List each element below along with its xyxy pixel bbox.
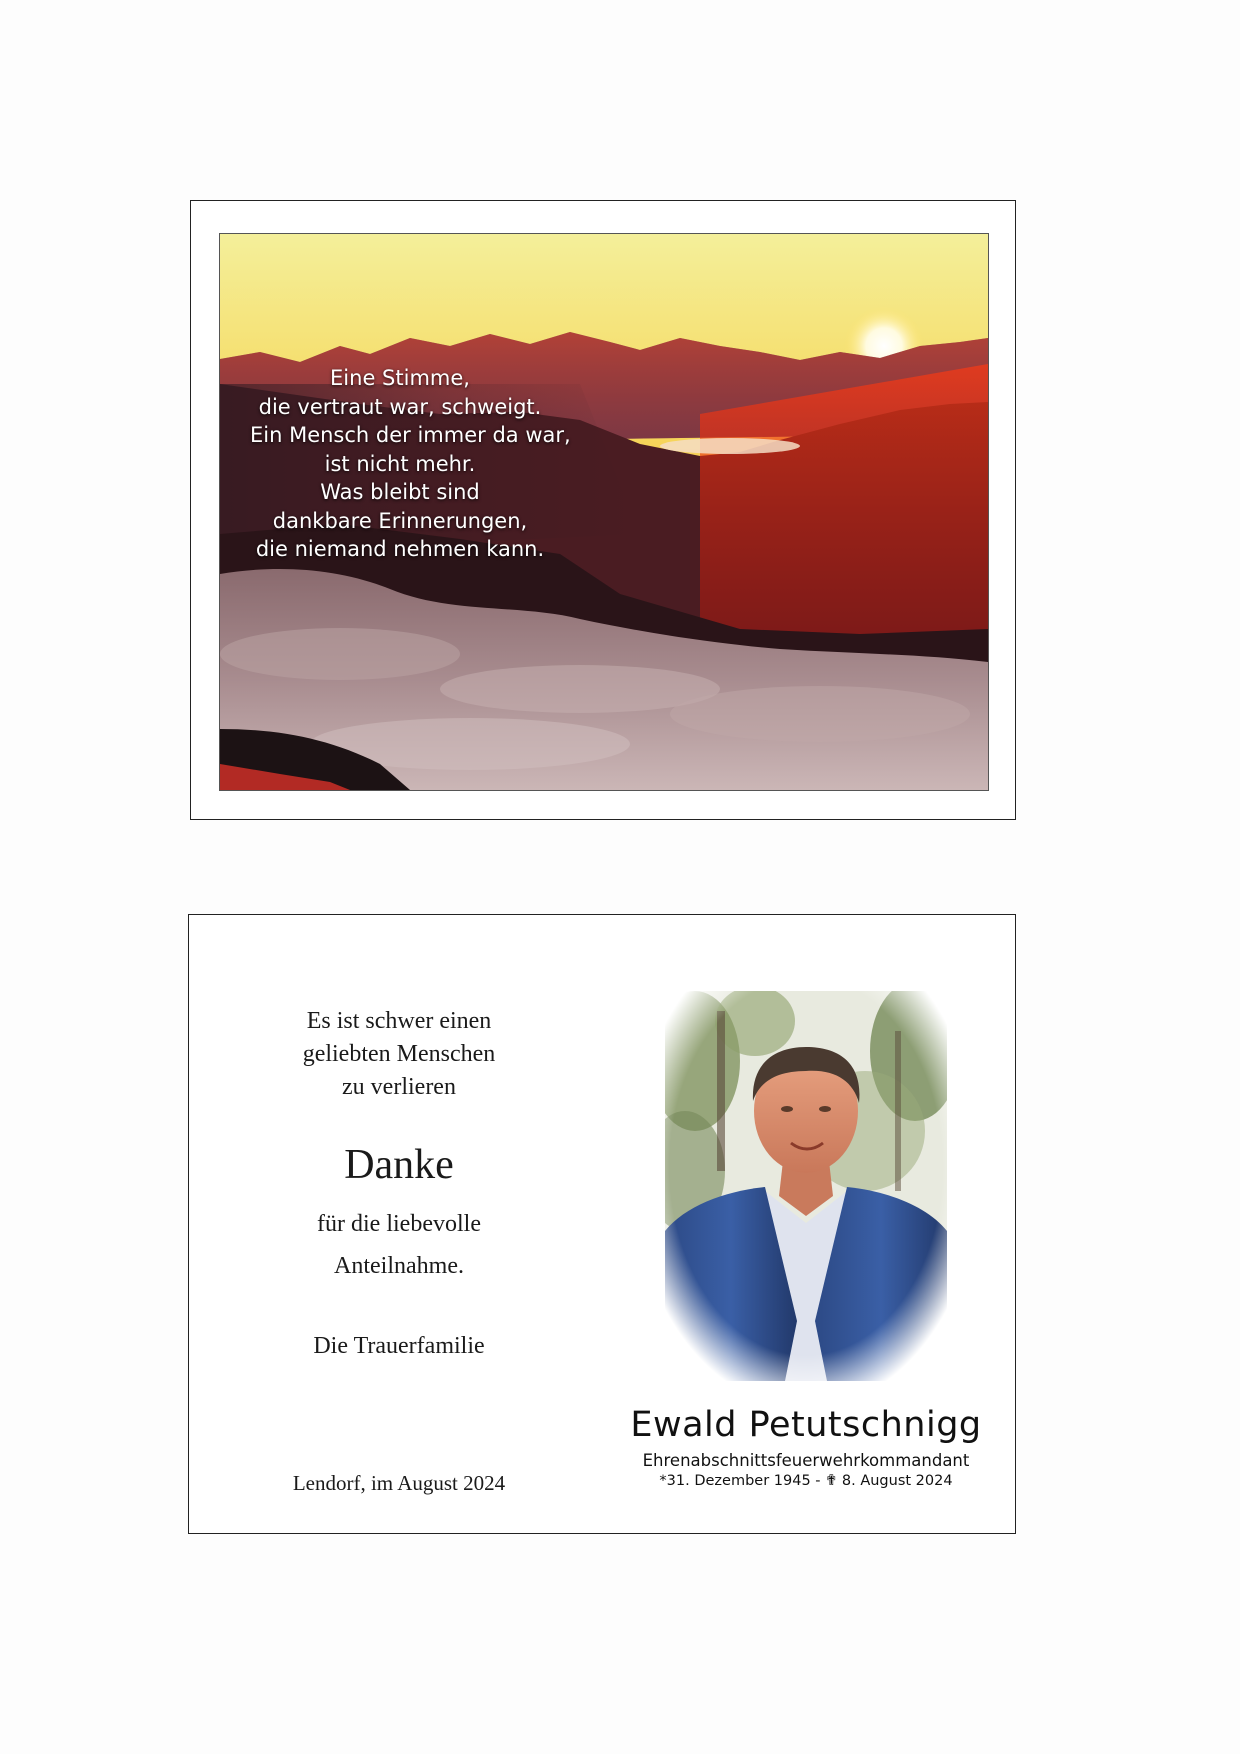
place-date: Lendorf, im August 2024 <box>292 1471 506 1495</box>
thanks-line: Anteilnahme. <box>334 1253 464 1279</box>
poem-line: die vertraut war, schweigt. <box>258 394 542 419</box>
poem-line: Eine Stimme, <box>330 366 470 390</box>
poem <box>250 364 571 564</box>
poem-line: Ein Mensch der immer da war, <box>250 423 571 447</box>
thank-you-column <box>189 915 609 1533</box>
poem-line: die niemand nehmen kann. <box>255 537 545 561</box>
portrait-photo <box>665 991 947 1381</box>
mountain-sunset-photo <box>219 233 989 791</box>
poem-line: Was bleibt sind <box>320 480 480 504</box>
deceased-name: Ewald Petutschnigg <box>630 1405 982 1445</box>
family-signature: Die Trauerfamilie <box>313 1333 485 1359</box>
thanks-text <box>189 1203 609 1287</box>
portrait-image <box>665 991 947 1381</box>
poem-line: dankbare Erinnerungen, <box>272 508 528 533</box>
thanks-line: für die liebevolle <box>317 1211 481 1237</box>
quote-line: geliebten Menschen <box>302 1041 496 1067</box>
life-dates: *31. Dezember 1945 - ✟ 8. August 2024 <box>659 1473 953 1489</box>
quote-line: Es ist schwer einen <box>306 1008 492 1034</box>
danke-heading: Danke <box>344 1142 454 1188</box>
quote <box>189 1005 609 1104</box>
quote-line: zu verlieren <box>342 1074 456 1100</box>
memorial-card-inside <box>188 914 1016 1534</box>
deceased-title: Ehrenabschnittsfeuerwehrkommandant <box>642 1451 970 1470</box>
poem-line: ist nicht mehr. <box>324 451 476 476</box>
memorial-card-front <box>190 200 1016 820</box>
